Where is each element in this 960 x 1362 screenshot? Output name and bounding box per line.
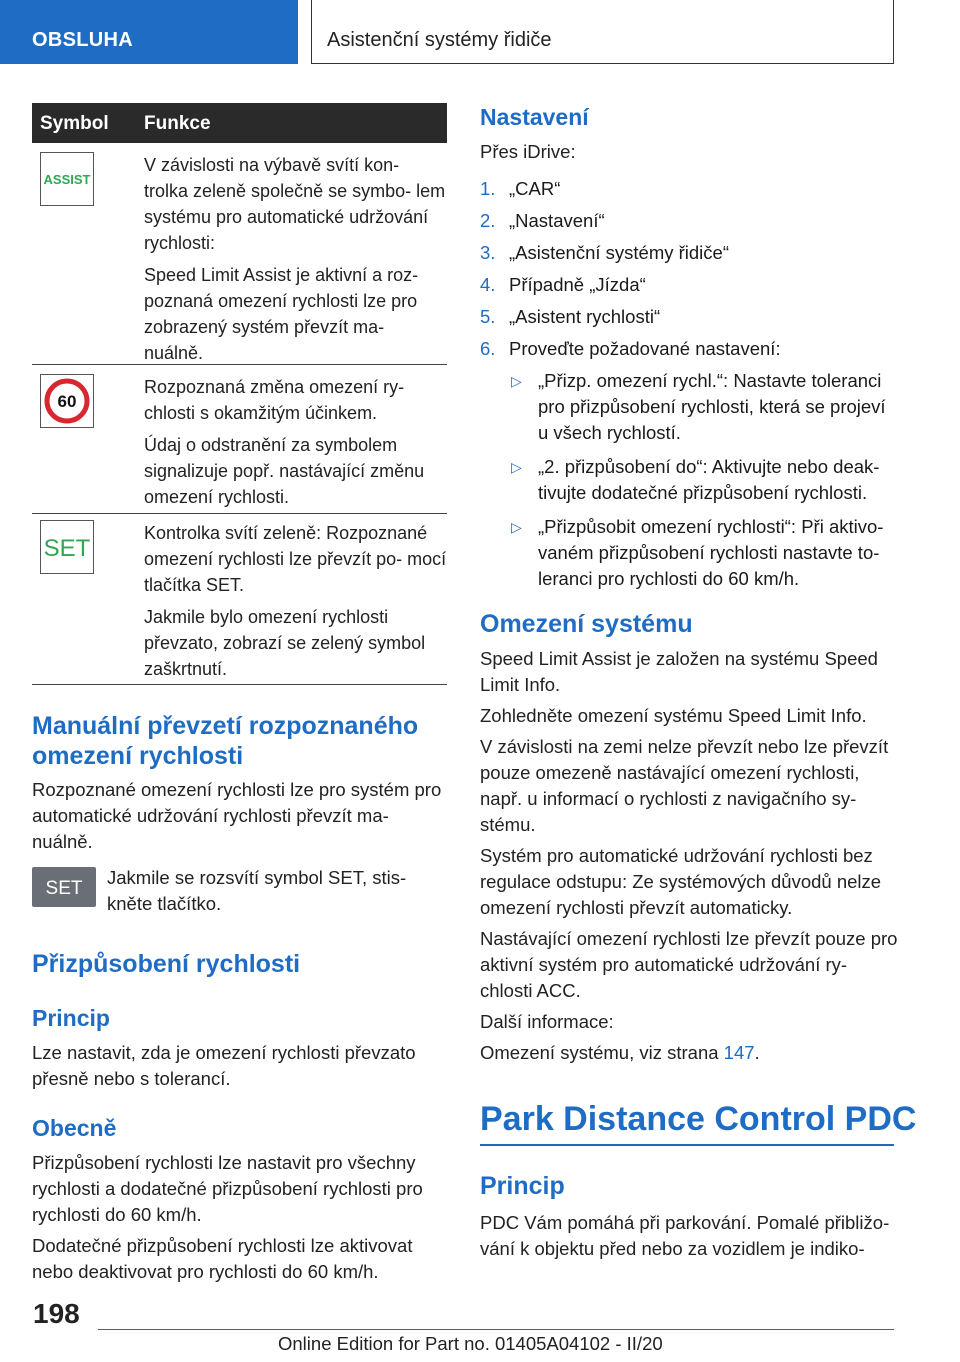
col-function: Funkce bbox=[144, 113, 211, 134]
pdc-principle-text: PDC Vám pomáhá při parkování. Pomalé přibližo- vání k objektu před nebo za vozidlem je indiko- bbox=[480, 1212, 890, 1259]
set-indicator-icon bbox=[40, 520, 94, 574]
page-number: 198 bbox=[33, 1298, 80, 1329]
table-divider bbox=[32, 513, 447, 514]
svg-text:ASSIST: ASSIST bbox=[43, 172, 91, 187]
pdc-principle-heading: Princip bbox=[480, 1172, 565, 1200]
manual-takeover-text: Rozpoznané omezení rychlosti lze pro systém pro automatické udržování rychlosti převzít ma- nuálně. bbox=[32, 779, 442, 852]
chapter-tab bbox=[311, 0, 894, 64]
list-item: 1. „CAR“ bbox=[480, 178, 561, 199]
list-item: ▷ „Přizp. omezení rychl.“: Nastavte toleranci pro přizpůsobení rychlosti, která se projeví u všech rychlostí. bbox=[511, 370, 886, 443]
list-item: ▷ „2. přizpůsobení do“: Aktivujte nebo deak- tivujte dodatečné přizpůsobení rychlosti. bbox=[511, 456, 880, 503]
chapter-label: Asistenční systémy řidiče bbox=[327, 29, 552, 51]
page-reference-link[interactable]: 147 bbox=[723, 1042, 755, 1063]
assist-indicator-icon bbox=[40, 152, 94, 206]
principle-heading: Princip bbox=[32, 1005, 110, 1031]
footer-edition: Online Edition for Part no. 01405A04102 - II/20 bbox=[278, 1333, 663, 1354]
system-limits-text: Speed Limit Assist je založen na systému Speed Limit Info. Zohledněte omezení systému Speed Limit Info. V závislosti na zemi nelze převzít nebo lze převzít pouze omezeně nastávající omezení rychlosti, např. u informací o rychlosti z navigačního sy- stému. Systém pro automatické udržování rychlosti bez regulace odstupu: Ze systémových důvodů nelze omezení rychlosti převzít automaticky. Nastávající omezení rychlosti lze převzít pouze pro aktivní systém pro automatické udržování ry- chlosti ACC. Další informace: Omezení systému, viz strana 147. bbox=[480, 648, 898, 1063]
principle-text: Lze nastavit, zda je omezení rychlosti převzato přesně nebo s tolerancí. bbox=[32, 1042, 416, 1089]
list-item: 6. Proveďte požadované nastavení: ▷ „Přizp. omezení rychl.“: Nastavte toleranci pro přizpůsobení rychlosti, která se projeví u všech rychlostí. ▷ „2. přizpůsobení do“: Aktivujte nebo deak- tivujte dodatečné přizpůsobení rychlosti. ▷ „Přizpůsobit omezení rychlosti“: Při aktivo- vaném přizpůsobení rychlosti nastavte to- leranci pro rychlosti do 60 km/h. bbox=[480, 336, 900, 592]
set-button-icon bbox=[32, 867, 96, 907]
table-header bbox=[32, 103, 447, 143]
footer-divider bbox=[98, 1329, 894, 1330]
speed-limit-60-icon bbox=[40, 374, 94, 428]
section-label: OBSLUHA bbox=[32, 29, 133, 51]
list-item: 5. „Asistent rychlosti“ bbox=[480, 306, 661, 327]
list-item: ▷ „Přizpůsobit omezení rychlosti“: Při aktivo- vaném přizpůsobení rychlosti nastavte to- leranci pro rychlosti do 60 km/h. bbox=[511, 516, 884, 589]
col-symbol: Symbol bbox=[40, 113, 109, 134]
svg-text:60: 60 bbox=[57, 392, 77, 411]
general-text: Přizpůsobení rychlosti lze nastavit pro všechny rychlosti a dodatečné přizpůsobení rychlosti pro rychlosti do 60 km/h. Dodatečné přizpůsobení rychlosti lze aktivovat nebo deaktivovat pro rychlosti do 60 km/h. bbox=[32, 1152, 423, 1282]
system-limits-heading: Omezení systému bbox=[480, 610, 693, 638]
row-description: Jakmile bylo omezení rychlosti převzato, zobrazí se zelený symbol zaškrtnutí. bbox=[144, 607, 426, 679]
general-heading: Obecně bbox=[32, 1115, 117, 1141]
title-underline bbox=[480, 1144, 894, 1146]
row-description: Kontrolka svítí zeleně: Rozpoznané omezení rychlosti lze převzít po- mocí tlačítka SET. bbox=[144, 523, 447, 595]
triangle-bullet-icon: ▷ bbox=[511, 373, 522, 389]
set-button-description: Jakmile se rozsvítí symbol SET, stis- kněte tlačítko. bbox=[107, 867, 407, 914]
table-divider bbox=[32, 364, 447, 365]
settings-substeps bbox=[509, 368, 900, 592]
pdc-title: Park Distance Control PDC bbox=[480, 1100, 917, 1138]
svg-text:SET: SET bbox=[43, 535, 91, 562]
settings-steps bbox=[480, 176, 900, 600]
row-description: V závislosti na výbavě svítí kon- trolka zeleně společně se symbo- lem systému pro automatické udržování rychlosti: bbox=[144, 155, 446, 253]
triangle-bullet-icon: ▷ bbox=[511, 519, 522, 535]
triangle-bullet-icon: ▷ bbox=[511, 459, 522, 475]
settings-heading: Nastavení bbox=[480, 104, 589, 130]
manual-takeover-heading: Manuální převzetí rozpoznaného omezení rychlosti bbox=[32, 712, 419, 770]
row-description: Rozpoznaná změna omezení ry- chlosti s okamžitým účinkem. bbox=[144, 377, 405, 423]
section-tab bbox=[0, 0, 298, 64]
row-description: Údaj o odstranění za symbolem signalizuje popř. nastávající změnu omezení rychlosti. bbox=[144, 435, 425, 507]
speed-adaptation-heading: Přizpůsobení rychlosti bbox=[32, 950, 301, 978]
svg-text:SET: SET bbox=[45, 878, 83, 899]
list-item: 4. Případně „Jízda“ bbox=[480, 274, 646, 295]
table-divider bbox=[32, 684, 447, 685]
list-item: 2. „Nastavení“ bbox=[480, 210, 605, 231]
row-description: Speed Limit Assist je aktivní a roz- poznaná omezení rychlosti lze pro zobrazený systém převzít ma- nuálně. bbox=[144, 265, 419, 363]
settings-intro: Přes iDrive: bbox=[480, 141, 576, 162]
list-item: 3. „Asistenční systémy řidiče“ bbox=[480, 242, 729, 263]
